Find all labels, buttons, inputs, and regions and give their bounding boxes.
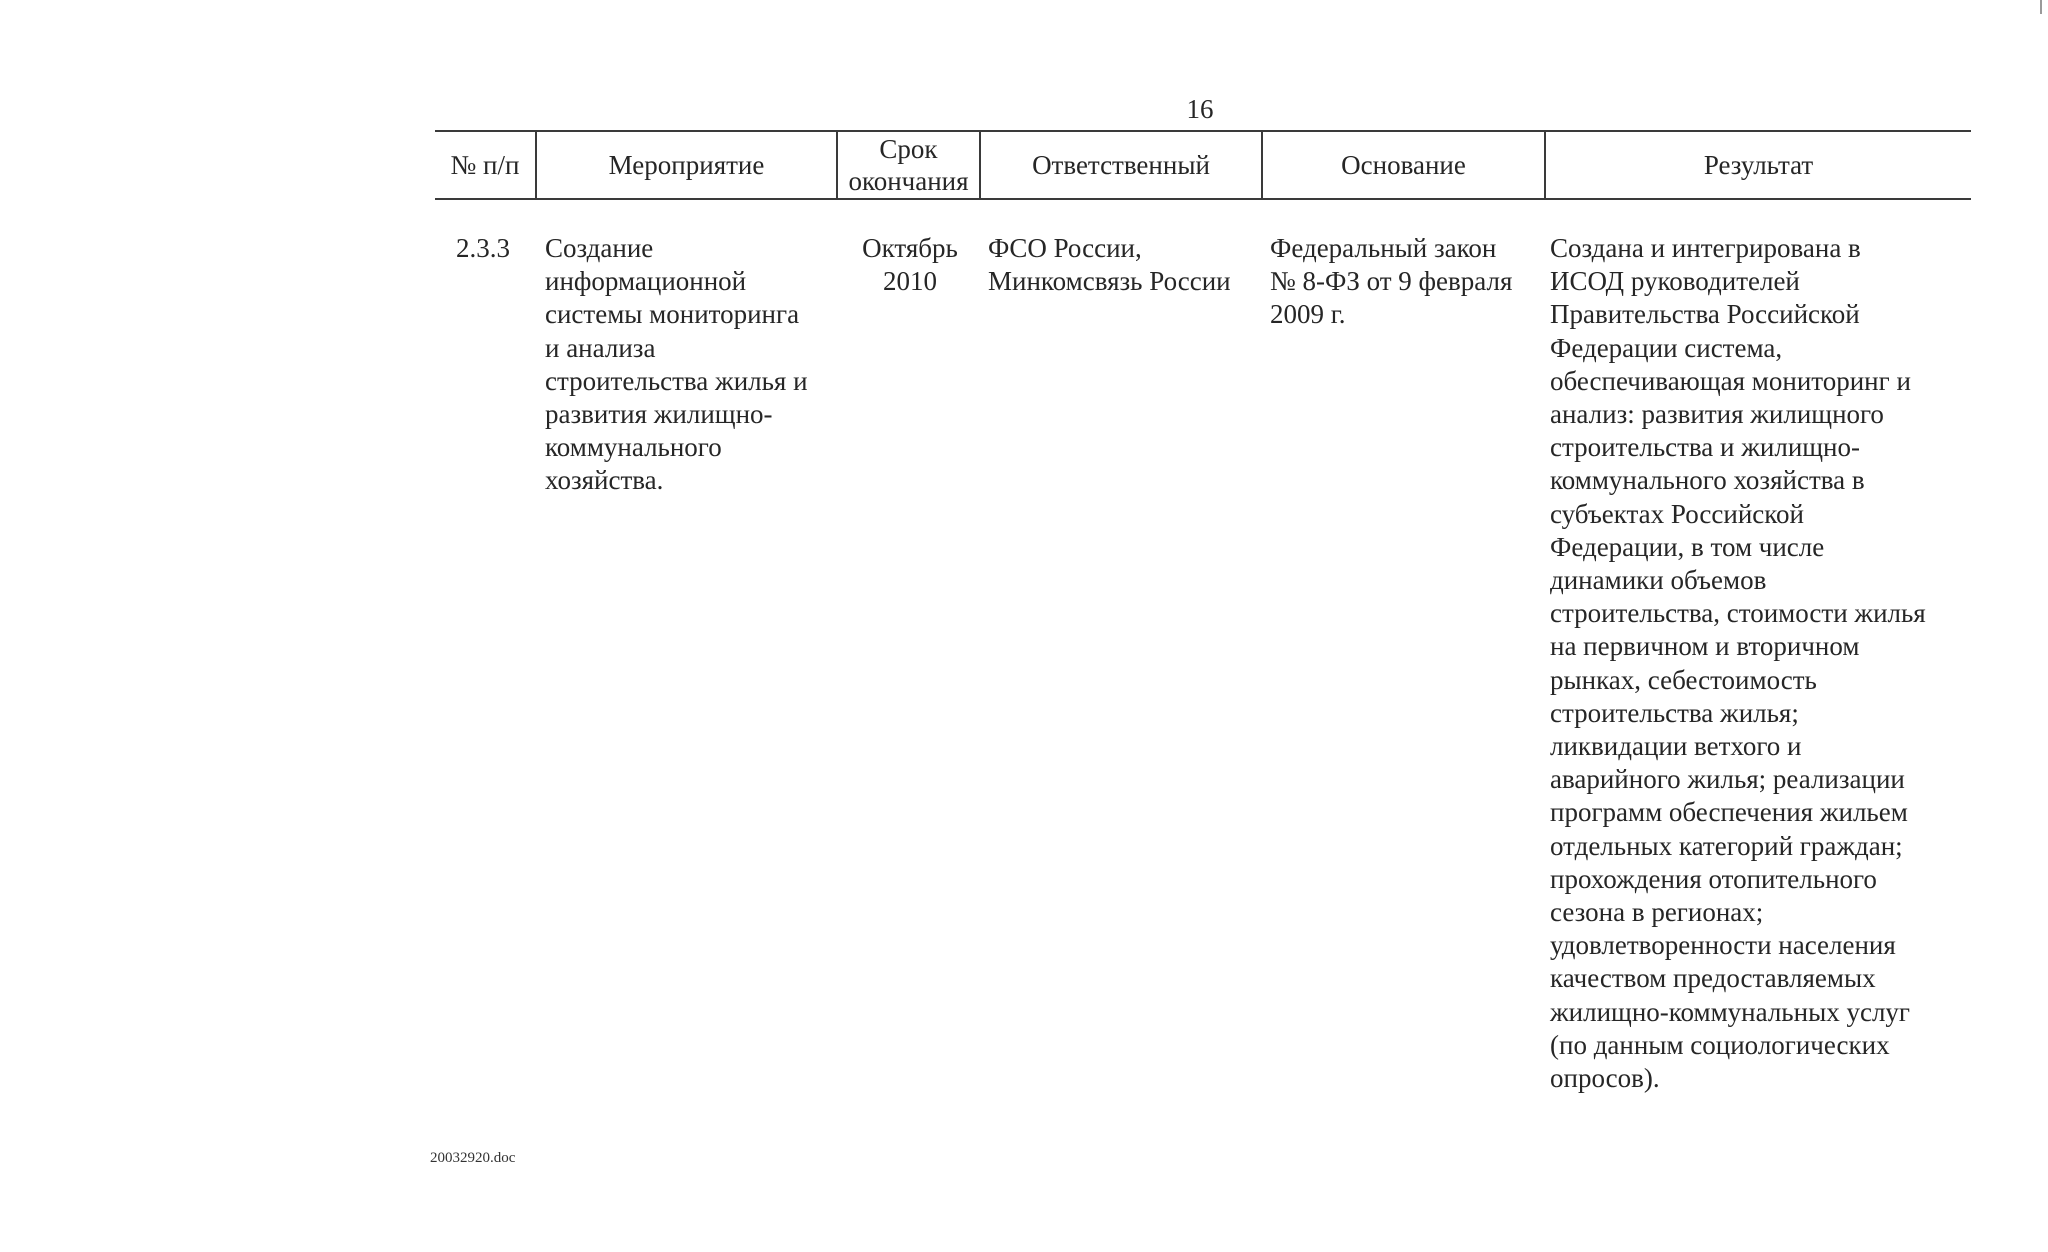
row-deadline: Октябрь 2010: [862, 233, 958, 297]
header-basis: Основание: [1341, 150, 1466, 180]
header-deadline: Срок окончания: [848, 134, 969, 196]
scan-edge-mark: [2040, 0, 2042, 14]
row-result: Создана и интегрирована в ИСОД руководителей Правительства Российской Федерации система, обеспечивающая мониторинг и анализ: развития жилищного строительства и жилищно- коммунального хозяйства в субъектах Российской Федерации, в том числе динамики объемов строительства, стоимости жилья на первичном и вторичном рынках, себестоимость строительства жилья; ликвидации ветхого и аварийного жилья; реализации программ обеспечения жильем отдельных категорий граждан; прохождения отопительного сезона в регионах; удовлетворенности населения качеством предоставляемых жилищно-коммунальных услуг (по данным социологических опросов).: [1550, 233, 1926, 1094]
header-result: Результат: [1703, 150, 1814, 180]
header-responsible: Ответственный: [1032, 150, 1210, 180]
page-number: 16: [1186, 94, 1214, 124]
header-event: Мероприятие: [608, 150, 765, 180]
footer-filename: 20032920.doc: [430, 1150, 516, 1166]
row-number: 2.3.3: [456, 233, 510, 263]
row-basis: Федеральный закон № 8-ФЗ от 9 февраля 2009 г.: [1270, 233, 1513, 330]
table-header: [435, 130, 1971, 200]
row-responsible: ФСО России, Минкомсвязь России: [988, 233, 1231, 297]
row-event: Создание информационной системы мониторинга и анализа строительства жилья и развития жилищно- коммунального хозяйства.: [545, 233, 808, 496]
header-number: № п/п: [450, 150, 520, 180]
